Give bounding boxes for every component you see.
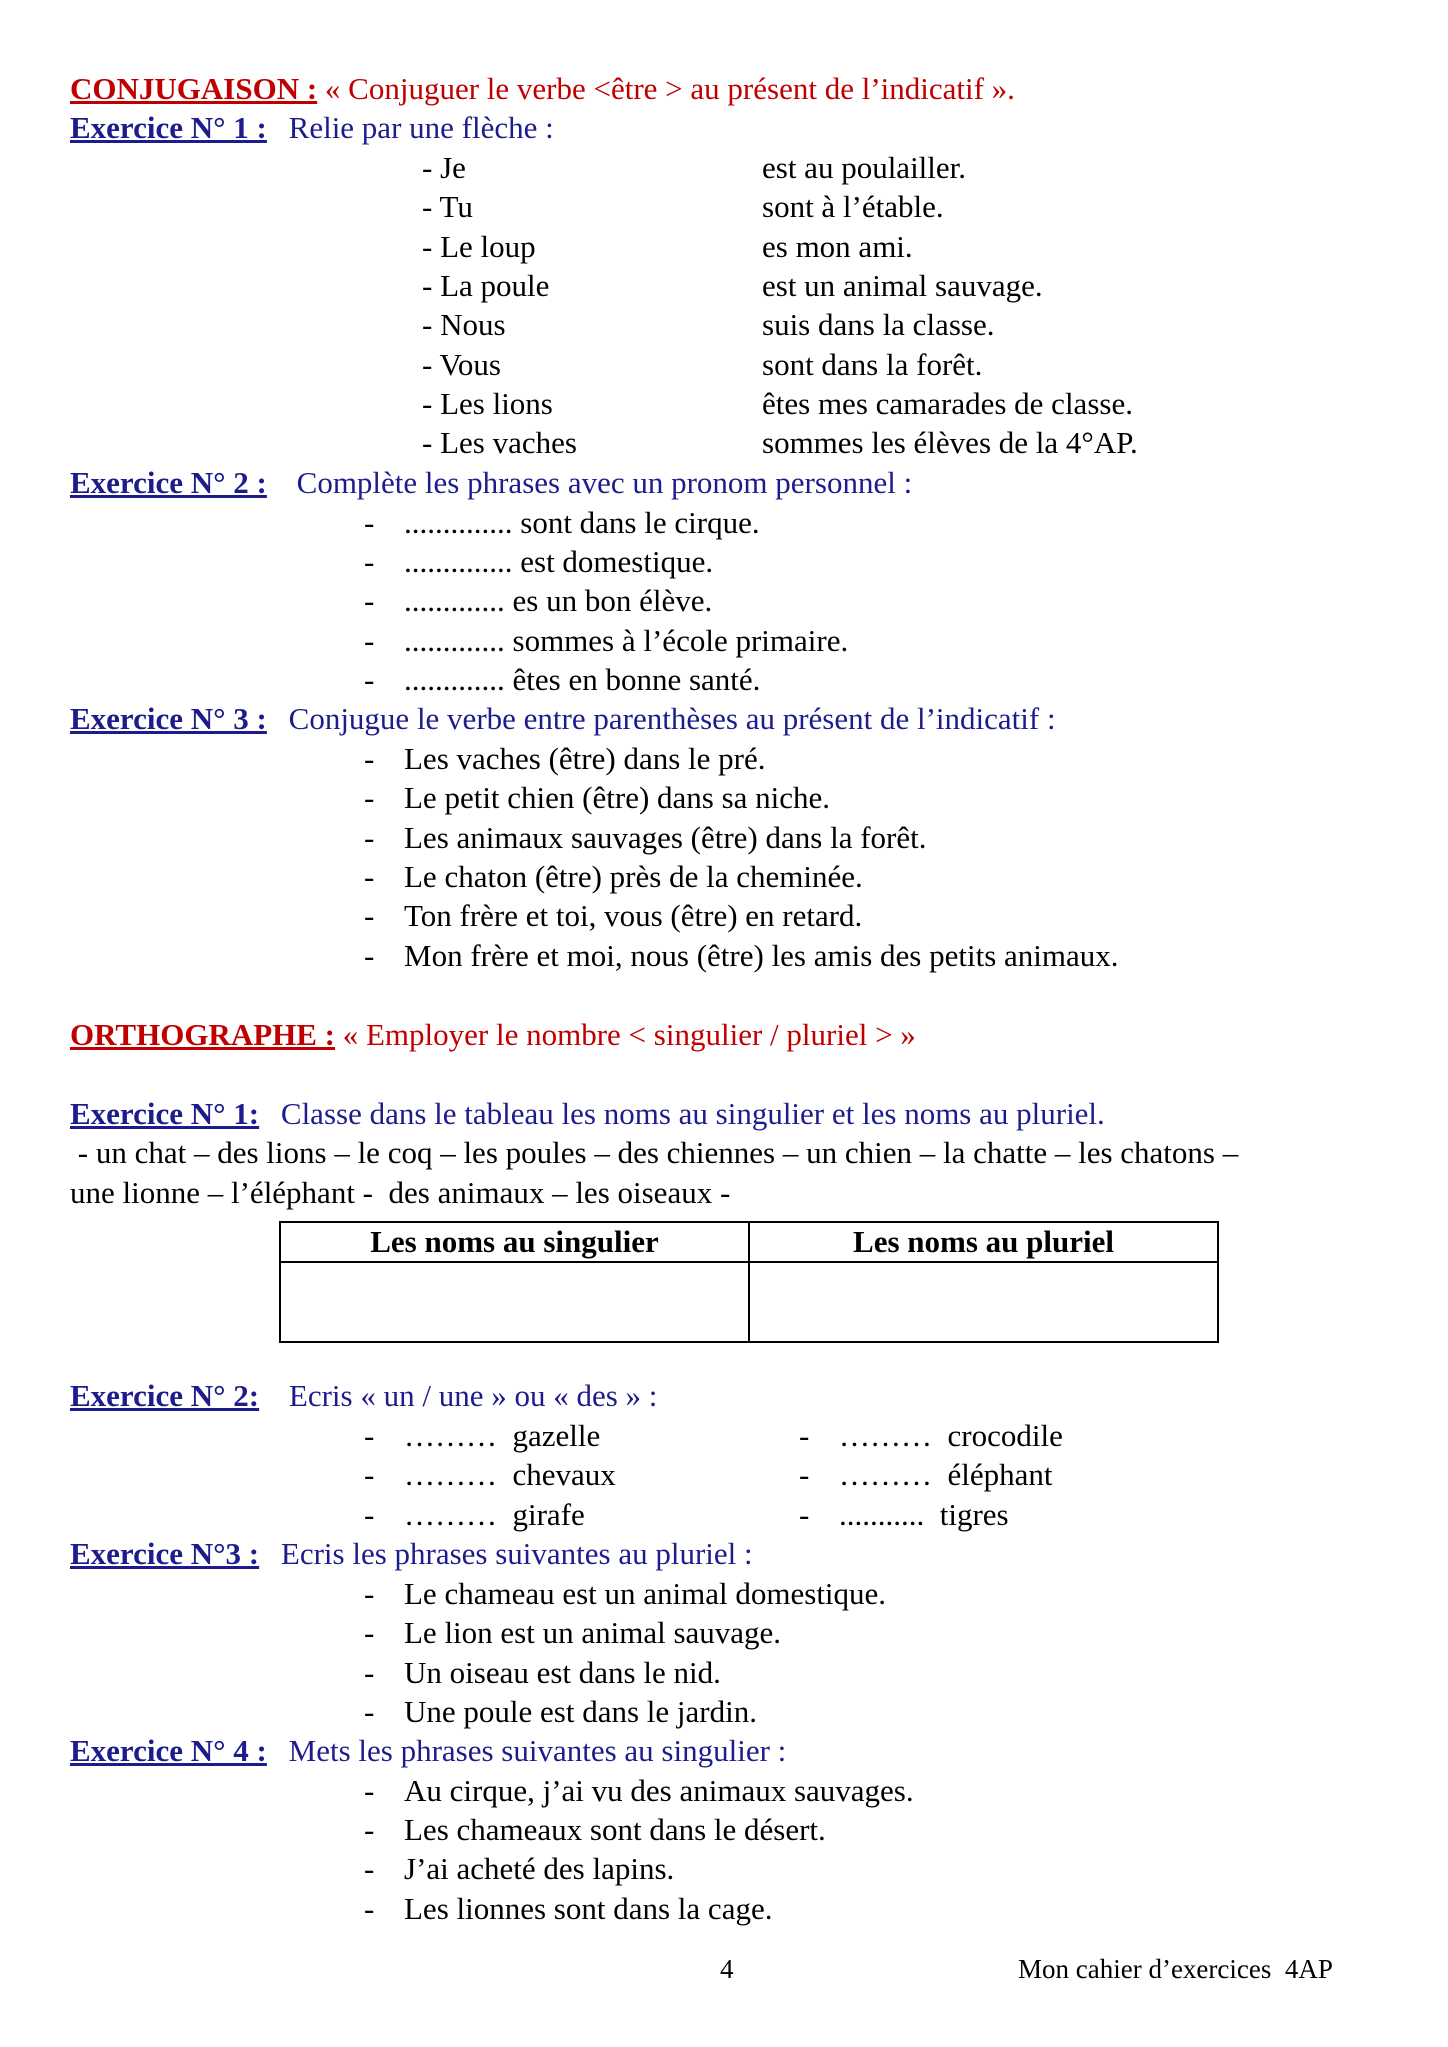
subject-item: - Je (422, 150, 466, 185)
list-item: - Le chameau est un animal domestique. (364, 1576, 887, 1611)
conjugaison-subtitle: « Conjuguer le verbe <être > au présent de l’indicatif ». (324, 71, 1015, 106)
subject-item: - Tu (422, 189, 473, 224)
exercise-instruction: Classe dans le tableau les noms au singulier et les noms au pluriel. (280, 1096, 1105, 1131)
sentence: Une poule est dans le jardin. (404, 1694, 757, 1729)
column-header-plural: Les noms au pluriel (749, 1222, 1218, 1262)
subject-item: - La poule (422, 268, 550, 303)
sentence: Au cirque, j’ai vu des animaux sauvages. (404, 1773, 914, 1808)
list-item: - Les chameaux sont dans le désert. (364, 1812, 826, 1847)
exercise-instruction: Mets les phrases suivantes au singulier : (288, 1733, 787, 1768)
list-item: - ……… éléphant (799, 1457, 1053, 1492)
sentence: Mon frère et moi, nous (être) les amis des petits animaux. (404, 938, 1119, 973)
exercise-label: Exercice N° 4 : (70, 1733, 267, 1768)
sentence: Ton frère et toi, vous (être) en retard. (404, 898, 863, 933)
article-blank: ……… gazelle (404, 1418, 601, 1453)
list-item: - ……… girafe (364, 1497, 585, 1532)
page-number: 4 (720, 1954, 734, 1984)
list-item: - Ton frère et toi, vous (être) en retard. (364, 898, 863, 933)
ortho-ex2-heading (70, 1377, 657, 1415)
subject-item: - Vous (422, 347, 501, 382)
list-item: - Le lion est un animal sauvage. (364, 1615, 782, 1650)
sentence: J’ai acheté des lapins. (404, 1851, 675, 1886)
sentence: Les vaches (être) dans le pré. (404, 741, 766, 776)
word-list-line: - un chat – des lions – le coq – les poules – des chiennes – un chien – la chatte – les chatons – (70, 1135, 1239, 1170)
list-item: - Une poule est dans le jardin. (364, 1694, 757, 1729)
column-header-singular: Les noms au singulier (280, 1222, 749, 1262)
exercise-instruction: Ecris les phrases suivantes au pluriel : (280, 1536, 753, 1571)
fill-sentence: .............. est domestique. (404, 544, 714, 579)
book-title: Mon cahier d’exercices 4AP (1018, 1954, 1333, 1984)
predicate-item: suis dans la classe. (762, 307, 995, 342)
list-item: - Les animaux sauvages (être) dans la forêt. (364, 820, 927, 855)
list-item: - Un oiseau est dans le nid. (364, 1655, 721, 1690)
predicate-item: sont dans la forêt. (762, 347, 983, 382)
conj-ex3-heading (70, 700, 1056, 738)
predicate-item: sont à l’étable. (762, 189, 944, 224)
subject-item: - Le loup (422, 229, 536, 264)
orthographe-heading (70, 1016, 916, 1054)
conj-ex1-heading (70, 109, 554, 147)
predicate-item: est au poulailler. (762, 150, 967, 185)
article-blank: ........... tigres (839, 1497, 1009, 1532)
list-item: - Au cirque, j’ai vu des animaux sauvages. (364, 1773, 914, 1808)
exercise-instruction: Complète les phrases avec un pronom personnel : (296, 465, 913, 500)
conjugaison-heading (70, 70, 1015, 108)
article-blank: ……… girafe (404, 1497, 585, 1532)
orthographe-title: ORTHOGRAPHE : (70, 1017, 335, 1052)
predicate-item: est un animal sauvage. (762, 268, 1043, 303)
list-item: - Mon frère et moi, nous (être) les amis des petits animaux. (364, 938, 1119, 973)
predicate-item: sommes les élèves de la 4°AP. (762, 425, 1138, 460)
exercise-label: Exercice N° 1: (70, 1096, 260, 1131)
sentence: Les animaux sauvages (être) dans la forêt. (404, 820, 927, 855)
exercise-label: Exercice N°3 : (70, 1536, 260, 1571)
orthographe-subtitle: « Employer le nombre < singulier / pluriel > » (342, 1017, 916, 1052)
sentence: Les lionnes sont dans la cage. (404, 1891, 773, 1926)
fill-sentence: ............. sommes à l’école primaire. (404, 623, 849, 658)
sentence: Le lion est un animal sauvage. (404, 1615, 782, 1650)
list-item: - ........... tigres (799, 1497, 1009, 1532)
predicate-item: es mon ami. (762, 229, 913, 264)
predicate-item: êtes mes camarades de classe. (762, 386, 1133, 421)
exercise-instruction: Conjugue le verbe entre parenthèses au présent de l’indicatif : (288, 701, 1056, 736)
conjugaison-title: CONJUGAISON : (70, 71, 318, 106)
list-item: - Le petit chien (être) dans sa niche. (364, 780, 831, 815)
list-item: - J’ai acheté des lapins. (364, 1851, 675, 1886)
list-item: - Les vaches (être) dans le pré. (364, 741, 766, 776)
list-item: - ……… chevaux (364, 1457, 616, 1492)
sentence: Le petit chien (être) dans sa niche. (404, 780, 831, 815)
list-item: - .............. est domestique. (364, 544, 714, 579)
sentence: Les chameaux sont dans le désert. (404, 1812, 826, 1847)
word-list-line: une lionne – l’éléphant - des animaux – les oiseaux - (70, 1175, 731, 1210)
exercise-label: Exercice N° 2 : (70, 465, 267, 500)
fill-sentence: ............. es un bon élève. (404, 583, 713, 618)
exercise-label: Exercice N° 3 : (70, 701, 267, 736)
plural-answer-cell[interactable] (749, 1262, 1218, 1342)
exercise-label: Exercice N° 1 : (70, 110, 267, 145)
exercise-instruction: Ecris « un / une » ou « des » : (288, 1378, 658, 1413)
ortho-ex4-heading (70, 1732, 786, 1770)
subject-item: - Les vaches (422, 425, 577, 460)
list-item: - .............. sont dans le cirque. (364, 505, 760, 540)
list-item: - ……… crocodile (799, 1418, 1063, 1453)
sentence: Le chaton (être) près de la cheminée. (404, 859, 863, 894)
list-item: - ……… gazelle (364, 1418, 601, 1453)
fill-sentence: .............. sont dans le cirque. (404, 505, 760, 540)
singular-answer-cell[interactable] (280, 1262, 749, 1342)
exercise-instruction: Relie par une flèche : (288, 110, 554, 145)
ortho-ex1-heading (70, 1095, 1105, 1133)
list-item: - Les lionnes sont dans la cage. (364, 1891, 773, 1926)
subject-item: - Nous (422, 307, 506, 342)
ortho-ex3-heading (70, 1535, 753, 1573)
list-item: - ............. êtes en bonne santé. (364, 662, 761, 697)
article-blank: ……… chevaux (404, 1457, 616, 1492)
fill-sentence: ............. êtes en bonne santé. (404, 662, 761, 697)
subject-item: - Les lions (422, 386, 553, 421)
list-item: - ............. es un bon élève. (364, 583, 713, 618)
list-item: - ............. sommes à l’école primaire. (364, 623, 849, 658)
classification-table (279, 1221, 1219, 1343)
conj-ex2-heading (70, 464, 912, 502)
article-blank: ……… éléphant (839, 1457, 1053, 1492)
exercise-label: Exercice N° 2: (70, 1378, 260, 1413)
article-blank: ……… crocodile (839, 1418, 1063, 1453)
sentence: Le chameau est un animal domestique. (404, 1576, 887, 1611)
sentence: Un oiseau est dans le nid. (404, 1655, 721, 1690)
list-item: - Le chaton (être) près de la cheminée. (364, 859, 863, 894)
